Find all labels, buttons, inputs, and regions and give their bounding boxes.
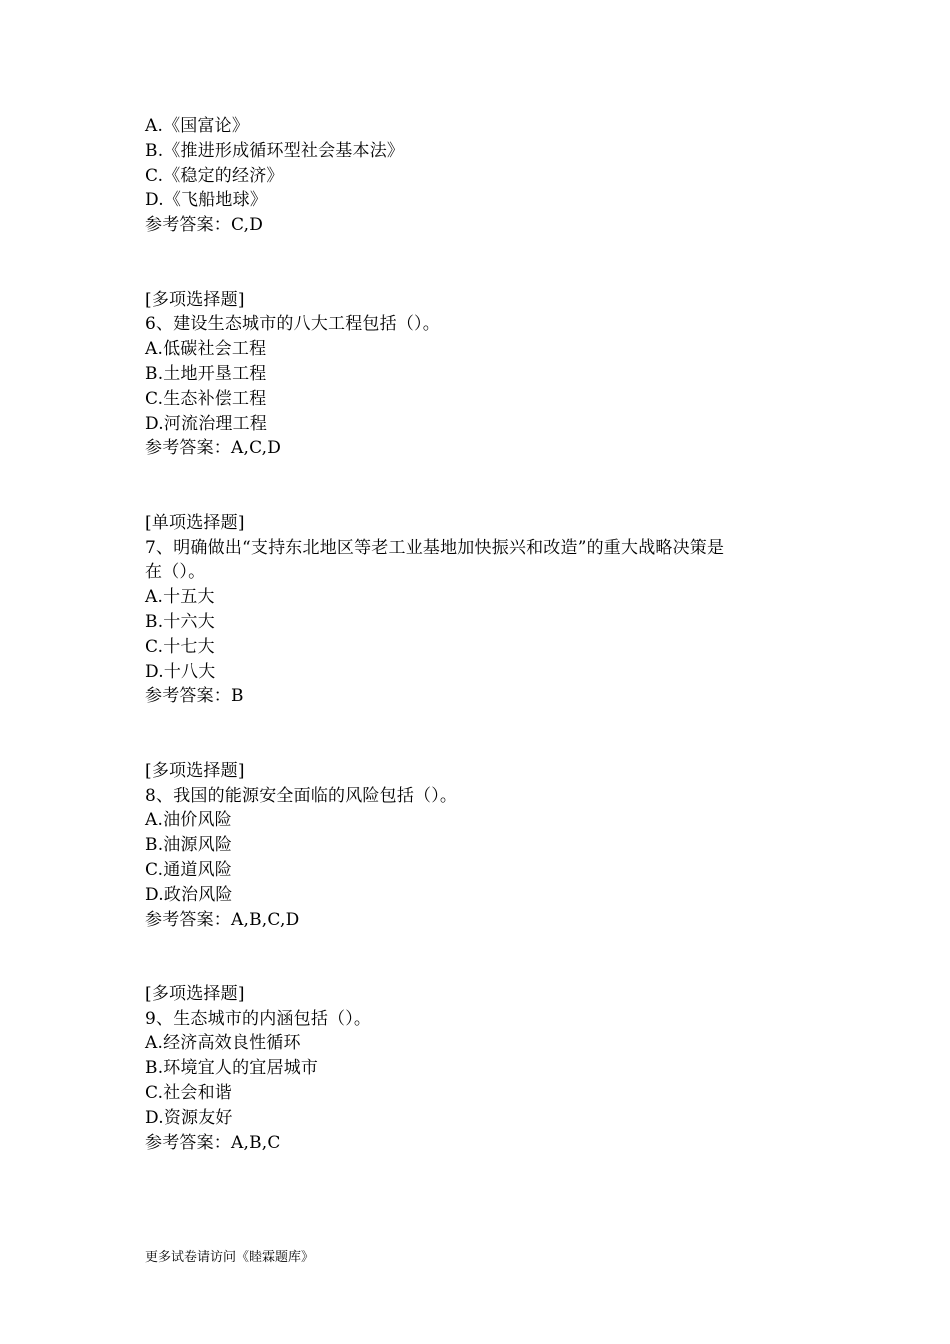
question-7 — [145, 511, 825, 709]
q7-option-b: B.十六大 — [145, 611, 215, 632]
q8-option-d: D.政治风险 — [145, 884, 233, 905]
q7-stem-line-1: 7、明确做出“支持东北地区等老工业基地加快振兴和改造”的重大战略决策是 — [145, 537, 725, 558]
q9-option-b: B.环境宜人的宜居城市 — [145, 1058, 319, 1079]
q9-option-a: A.经济高效良性循环 — [145, 1033, 301, 1054]
question-9 — [145, 982, 825, 1156]
question-8 — [145, 759, 825, 933]
q8-option-a: A.油价风险 — [145, 810, 232, 831]
q5-option-a: A.《国富论》 — [145, 116, 250, 136]
footer-note: 更多试卷请访问《睦霖题库》 — [145, 1250, 315, 1265]
q7-answer: 参考答案：B — [145, 686, 244, 707]
q8-option-c: C.通道风险 — [145, 859, 233, 880]
q8-option-b: B.油源风险 — [145, 835, 233, 856]
q6-answer: 参考答案：A,C,D — [145, 438, 282, 459]
q5-option-c: C.《稳定的经济》 — [145, 165, 284, 186]
q6-option-c: C.生态补偿工程 — [145, 388, 267, 409]
spacer — [145, 461, 825, 511]
q6-option-a: A.低碳社会工程 — [145, 339, 267, 360]
spacer — [145, 238, 825, 288]
q6-option-b: B.土地开垦工程 — [145, 363, 267, 384]
q7-option-d: D.十八大 — [145, 661, 216, 682]
spacer — [145, 709, 825, 759]
q9-type: [多项选择题] — [145, 983, 245, 1004]
q6-stem: 6、建设生态城市的八大工程包括（）。 — [145, 314, 440, 335]
q7-option-a: A.十五大 — [145, 587, 215, 608]
q8-stem: 8、我国的能源安全面临的风险包括（）。 — [145, 785, 458, 806]
q7-option-c: C.十七大 — [145, 636, 215, 657]
q7-type: [单项选择题] — [145, 512, 245, 533]
question-list — [145, 114, 825, 1155]
q9-option-c: C.社会和谐 — [145, 1083, 233, 1104]
q9-option-d: D.资源友好 — [145, 1107, 233, 1128]
q6-type: [多项选择题] — [145, 289, 245, 310]
q9-answer: 参考答案：A,B,C — [145, 1132, 281, 1153]
question-6 — [145, 288, 825, 462]
q5-option-d: D.《飞船地球》 — [145, 190, 268, 211]
q7-stem-line-2: 在（）。 — [145, 562, 206, 583]
q8-answer: 参考答案：A,B,C,D — [145, 909, 300, 930]
q5-option-b: B.《推进形成循环型社会基本法》 — [145, 140, 405, 161]
spacer — [145, 932, 825, 982]
q9-stem: 9、生态城市的内涵包括（）。 — [145, 1008, 372, 1029]
q5-answer: 参考答案：C,D — [145, 215, 264, 236]
q6-option-d: D.河流治理工程 — [145, 413, 268, 434]
question-5 — [145, 114, 825, 238]
q8-type: [多项选择题] — [145, 760, 245, 781]
